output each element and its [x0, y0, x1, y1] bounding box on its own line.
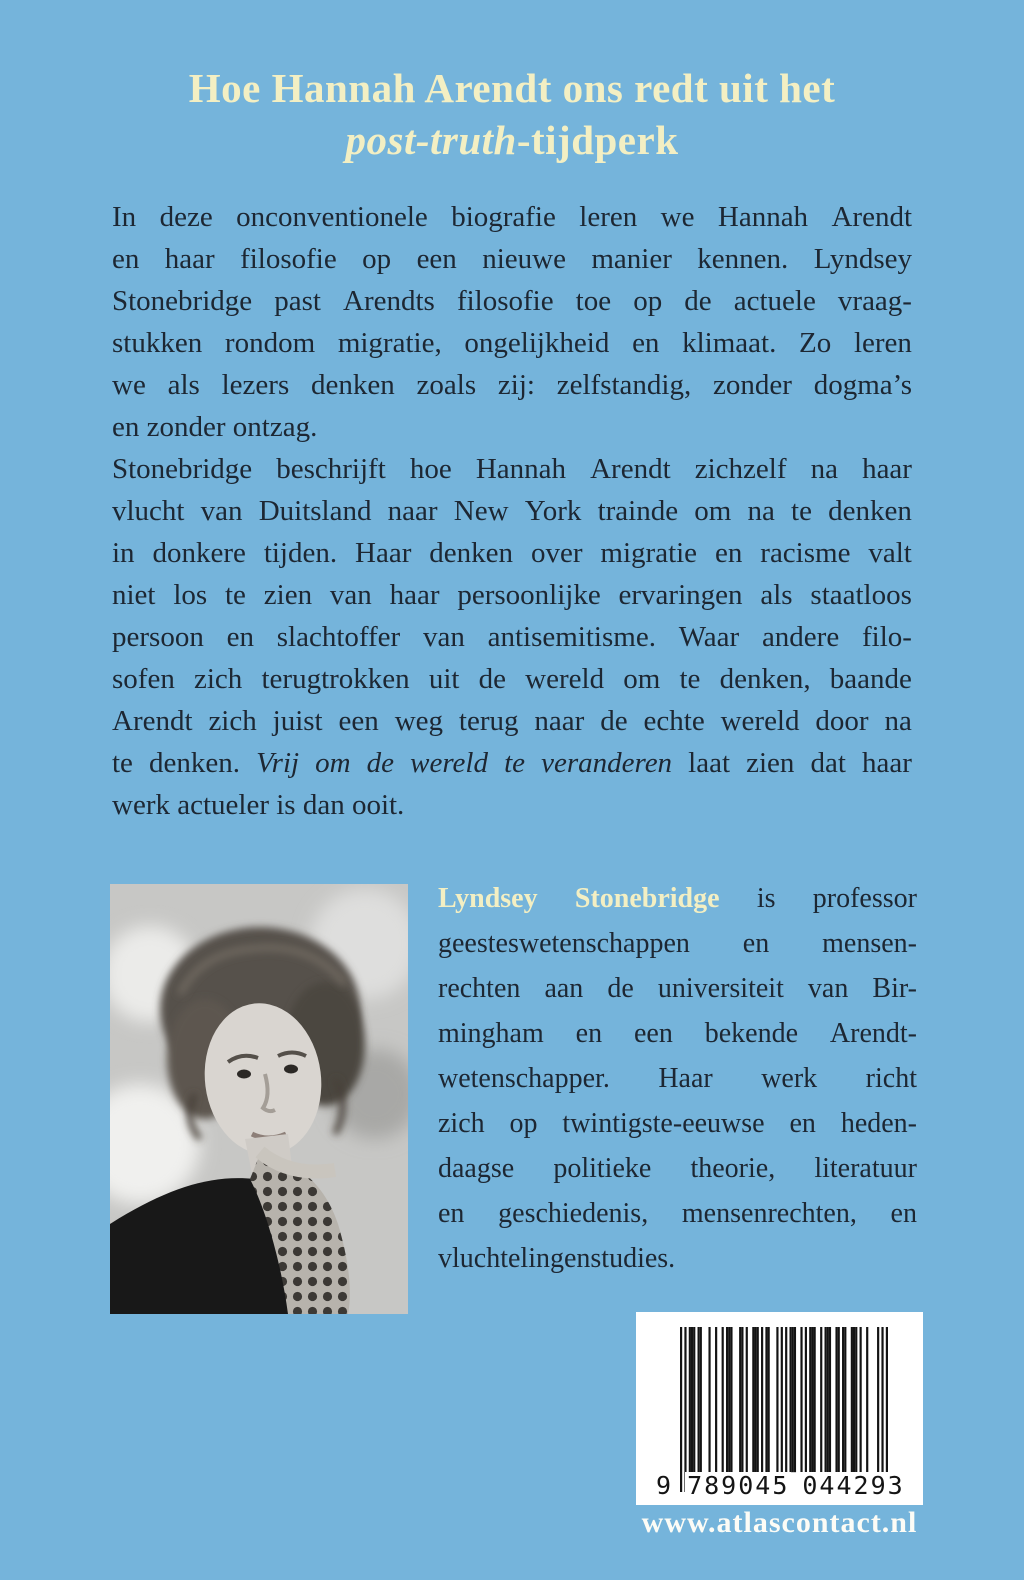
title-line-2: [0, 114, 1024, 166]
text-line: stukken rondom migratie, ongelijkheid en klimaat. Zo leren: [112, 327, 912, 359]
text-line: persoon en slachtoffer van antisemitisme. Waar andere filo-: [112, 621, 912, 653]
text-line: Stonebridge beschrijft hoe Hannah Arendt zichzelf na haar: [112, 453, 912, 485]
publisher-url: www.atlascontact.nl: [641, 1506, 918, 1539]
ean-barcode: [680, 1327, 888, 1492]
text-line: sofen zich terugtrokken uit de wereld om te denken, baande: [112, 663, 912, 695]
text-line: wetenschapper. Haar werk richt: [438, 1063, 917, 1094]
title-italic-phrase: post-truth: [345, 117, 517, 163]
text-line: vluchtelingenstudies.: [438, 1243, 676, 1274]
text-line: rechten aan de universiteit van Bir-: [438, 973, 917, 1004]
author-bio: [438, 876, 917, 1281]
text-line: te denken. Vrij om de wereld te veranderen laat zien dat haar: [112, 747, 912, 779]
text-line: geesteswetenschappen en mensen-: [438, 928, 917, 959]
text-line: Arendt zich juist een weg terug naar de echte wereld door na: [112, 705, 912, 737]
text-line: en zonder ontzag.: [112, 411, 318, 443]
text-line: in donkere tijden. Haar denken over migratie en racisme valt: [112, 537, 912, 569]
barcode-panel: [636, 1312, 923, 1505]
text-line: Lyndsey Stonebridge is professor: [438, 883, 917, 914]
barcode-digit-prefix: 9: [656, 1471, 674, 1500]
text-line: en geschiedenis, mensenrechten, en: [438, 1198, 917, 1229]
barcode-digits-left: 789045: [687, 1471, 790, 1500]
title-line-2-rest: -tijdperk: [516, 117, 679, 163]
text-line: vlucht van Duitsland naar New York trainde om na te denken: [112, 495, 912, 527]
text-line: Stonebridge past Arendts filosofie toe op de actuele vraag-: [112, 285, 912, 317]
barcode-digits-right: 044293: [802, 1471, 905, 1500]
text-line: zich op twintigste-eeuwse en heden-: [438, 1108, 917, 1139]
text-line: mingham en een bekende Arendt-: [438, 1018, 917, 1049]
barcode-digits: [654, 1472, 907, 1500]
title-line-1: Hoe Hannah Arendt ons redt uit het: [188, 65, 836, 111]
text-line: In deze onconventionele biografie leren we Hannah Arendt: [112, 201, 912, 233]
author-photo: [110, 884, 408, 1314]
text-line: we als lezers denken zoals zij: zelfstandig, zonder dogma’s: [112, 369, 912, 401]
page-title: [0, 62, 1024, 166]
book-description: [112, 196, 912, 826]
text-line: en haar filosofie op een nieuwe manier kennen. Lyndsey: [112, 243, 912, 275]
text-line: werk actueler is dan ooit.: [112, 789, 405, 821]
text-line: daagse politieke theorie, literatuur: [438, 1153, 917, 1184]
text-line: niet los te zien van haar persoonlijke ervaringen als staatloos: [112, 579, 912, 611]
